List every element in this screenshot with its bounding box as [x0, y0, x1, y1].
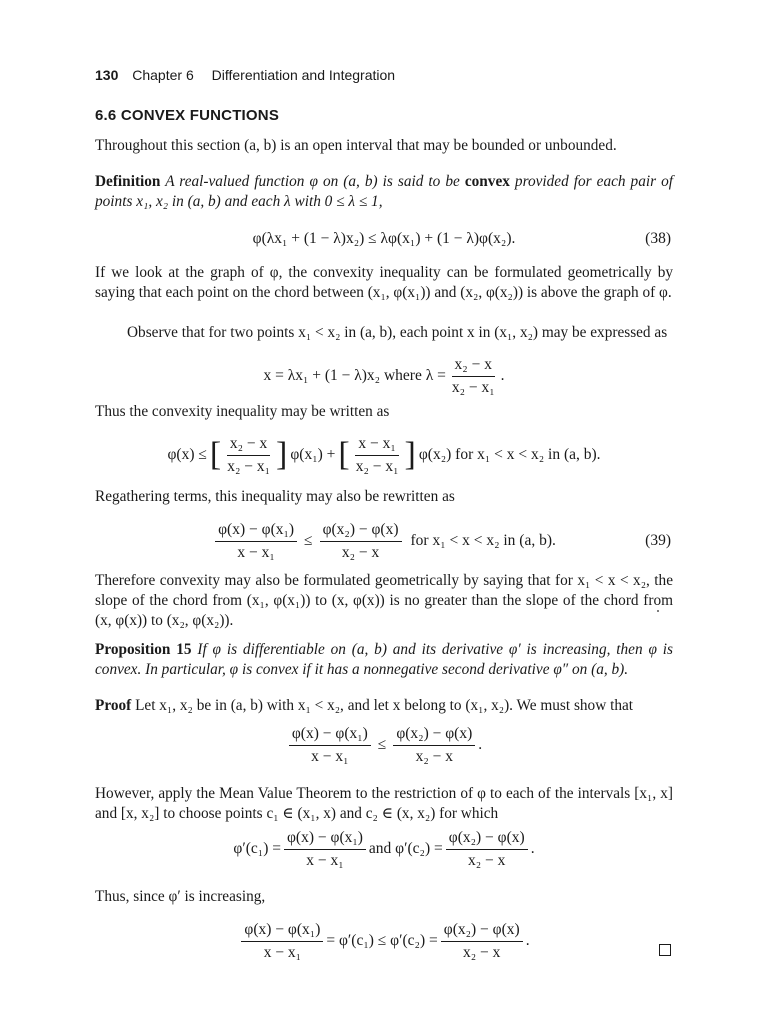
- page-number: 130: [95, 67, 119, 83]
- mvt-paragraph: However, apply the Mean Value Theorem to the restriction of φ to each of the intervals [x₁, x] and [x, x₂] to choose points c₁ ∈ (x₁, x) and c₂ ∈ (x, x₂) for which: [95, 785, 673, 822]
- mvt-middle: and φ′(c₂) =: [368, 840, 443, 857]
- slope-right-numerator: φ(x₂) − φ(x): [320, 521, 402, 542]
- regather-paragraph: Regathering terms, this inequality may also be rewritten as: [95, 488, 455, 505]
- mvt-fraction-2: [446, 829, 528, 870]
- definition-label: Definition: [95, 173, 161, 190]
- equation-39-number: (39): [645, 532, 671, 549]
- equation-38-number: (38): [645, 230, 671, 247]
- equation-38: [95, 228, 673, 250]
- slope-right-denominator: x₂ − x: [341, 543, 380, 561]
- equation-38-body: φ(λx₁ + (1 − λ)x₂) ≤ λφ(x₁) + (1 − λ)φ(x₂).: [252, 230, 516, 247]
- relation-symbol: ≤: [304, 532, 313, 549]
- bracket-group-2: [338, 435, 415, 476]
- slope-left-numerator: φ(x) − φ(x₁): [215, 521, 297, 542]
- section-heading: 6.6 CONVEX FUNCTIONS: [95, 107, 280, 124]
- weight-1-numerator: x₂ − x: [227, 435, 270, 456]
- lambda-fraction: [449, 356, 498, 397]
- final-2-numerator: φ(x₂) − φ(x): [441, 921, 523, 942]
- right-bracket: ]: [404, 436, 416, 473]
- target-left-denominator: x − x₁: [311, 747, 349, 765]
- definition-text-a: A real-valued function φ on (a, b) is said to be: [160, 173, 465, 190]
- definition-keyword: convex: [464, 173, 510, 190]
- thus-paragraph: Thus the convexity inequality may be written as: [95, 403, 390, 420]
- weight-fraction-2: [353, 435, 402, 476]
- target-right-denominator: x₂ − x: [415, 747, 453, 765]
- thus-increasing-paragraph: Thus, since φ′ is increasing,: [95, 888, 266, 905]
- book-page: [95, 0, 675, 1024]
- convexity-lhs: φ(x) ≤: [167, 446, 207, 463]
- slope-fraction-right: [320, 521, 402, 562]
- definition-text-b: provided for each pair of points x₁, x₂ in (a, b) and each λ with 0 ≤ λ ≤ 1,: [95, 173, 673, 210]
- intro-paragraph: Throughout this section (a, b) is an open interval that may be bounded or unbounded.: [95, 137, 617, 154]
- proof-label: Proof: [95, 697, 132, 714]
- definition-paragraph: [95, 172, 673, 212]
- qed-square-icon: [659, 944, 671, 956]
- slope-fraction-left: [215, 521, 297, 562]
- weight-fraction-1: [224, 435, 273, 476]
- running-head: [95, 67, 395, 83]
- final-1-numerator: φ(x) − φ(x₁): [241, 921, 323, 942]
- mvt-1-numerator: φ(x) − φ(x₁): [284, 829, 366, 850]
- slope-left-denominator: x − x₁: [237, 543, 275, 561]
- left-bracket: [: [338, 436, 350, 473]
- final-middle: = φ′(c₁) ≤ φ′(c₂) =: [326, 932, 438, 949]
- page-speck: [657, 610, 659, 612]
- lambda-equation: [95, 354, 673, 398]
- proposition-text: If φ is differentiable on (a, b) and its derivative φ′ is increasing, then φ is convex. In particular, φ is convex if it has a nonnegative second derivative φ″ on (a, b).: [95, 641, 673, 678]
- relation-symbol: ≤: [377, 736, 387, 753]
- weight-2-numerator: x − x₁: [355, 435, 398, 456]
- target-right-numerator: φ(x₂) − φ(x): [393, 725, 475, 746]
- final-fraction-1: [241, 921, 323, 962]
- equation-39: [95, 518, 673, 564]
- graph-paragraph: If we look at the graph of φ, the convexity inequality can be formulated geometrically by saying that each point on the chord between (x₁, φ(x₁)) and (x₂, φ(x₂)) is above the graph of φ.: [95, 264, 673, 301]
- final-fraction-2: [441, 921, 523, 962]
- target-inequality: [95, 722, 673, 768]
- proof-paragraph: [95, 696, 673, 716]
- left-bracket: [: [209, 436, 222, 473]
- chapter-label: Chapter 6: [132, 67, 194, 83]
- mvt-lhs: φ′(c₁) =: [233, 840, 281, 857]
- right-bracket: ]: [276, 436, 288, 473]
- target-fraction-right: [393, 725, 475, 766]
- target-fraction-left: [289, 725, 371, 766]
- final-tail: .: [525, 932, 530, 949]
- mvt-2-denominator: x₂ − x: [468, 851, 506, 869]
- mvt-2-numerator: φ(x₂) − φ(x): [446, 829, 528, 850]
- mvt-fraction-1: [284, 829, 366, 870]
- target-left-numerator: φ(x) − φ(x₁): [289, 725, 371, 746]
- lambda-equation-tail: .: [500, 367, 505, 384]
- final-1-denominator: x − x₁: [263, 943, 302, 961]
- proposition-label: Proposition 15: [95, 641, 192, 658]
- chapter-title: Differentiation and Integration: [211, 67, 396, 83]
- convexity-tail: φ(x₂) for x₁ < x < x₂ in (a, b).: [418, 446, 601, 463]
- bracket-group-1: [210, 435, 287, 476]
- weight-2-denominator: x₂ − x₁: [355, 457, 399, 475]
- mvt-equations: [95, 826, 673, 872]
- lambda-equation-lhs: x = λx₁ + (1 − λ)x₂ where λ =: [263, 367, 446, 384]
- mvt-tail: .: [530, 840, 535, 857]
- convexity-middle: φ(x₁) +: [290, 446, 336, 463]
- final-chain: [95, 918, 673, 964]
- final-2-denominator: x₂ − x: [463, 943, 501, 961]
- proof-text: Let x₁, x₂ be in (a, b) with x₁ < x₂, and let x belong to (x₁, x₂). We must show that: [131, 697, 634, 714]
- therefore-paragraph: Therefore convexity may also be formulated geometrically by saying that for x₁ < x < x₂, the slope of the chord from (x₁, φ(x₁)) to (x, φ(x)) is no greater than the slope of the chord from (x, φ(x)) to (x₂, φ(x₂)).: [95, 572, 673, 629]
- equation-39-condition: for x₁ < x < x₂ in (a, b).: [410, 532, 556, 549]
- mvt-1-denominator: x − x₁: [306, 851, 344, 869]
- weight-1-denominator: x₂ − x₁: [227, 457, 271, 475]
- observe-paragraph: Observe that for two points x₁ < x₂ in (a, b), each point x in (x₁, x₂) may be expressed as: [127, 324, 668, 341]
- convexity-inequality: [95, 432, 673, 478]
- target-tail: .: [478, 736, 483, 753]
- lambda-numerator: x₂ − x: [452, 356, 495, 377]
- lambda-denominator: x₂ − x₁: [451, 378, 495, 396]
- proposition-paragraph: [95, 640, 673, 680]
